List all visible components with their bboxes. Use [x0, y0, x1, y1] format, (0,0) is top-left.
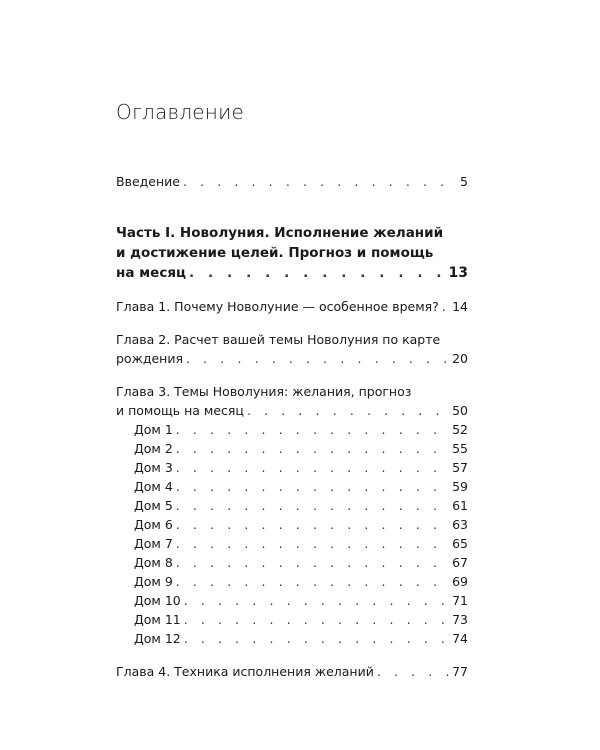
- toc-page-number: 5: [460, 174, 468, 189]
- toc-page-number: 74: [452, 631, 468, 646]
- part-title-line-1: Часть I. Новолуния. Исполнение желаний: [116, 225, 444, 241]
- toc-entry-label: Дом 5: [134, 498, 173, 513]
- toc-entry-house[interactable]: [116, 534, 468, 553]
- dot-leader: [176, 515, 449, 534]
- toc-entry-label: Дом 11: [134, 612, 181, 627]
- house-list: [116, 420, 468, 648]
- toc-entry-house[interactable]: [116, 439, 468, 458]
- toc-page-number: 77: [452, 664, 468, 679]
- toc-entry-label-line-2: и помощь на месяц: [116, 403, 244, 418]
- dot-leader: [176, 439, 449, 458]
- toc-entry-label: Дом 9: [134, 574, 173, 589]
- dot-leader: [176, 553, 449, 572]
- toc-entry-house[interactable]: [116, 572, 468, 591]
- toc-entry-label-line-1: Глава 3. Темы Новолуния: желания, прогноз: [116, 384, 412, 399]
- toc-entry-house[interactable]: [116, 629, 468, 648]
- dot-leader: [186, 349, 449, 368]
- dot-leader: [176, 534, 449, 553]
- toc-page-number: 71: [452, 593, 468, 608]
- toc-page-number: 67: [452, 555, 468, 570]
- toc-page-number: 14: [452, 299, 468, 314]
- dot-leader: [176, 420, 449, 439]
- toc-entry-house[interactable]: [116, 553, 468, 572]
- part-title-line-2: и достижение целей. Прогноз и помощь: [116, 245, 434, 261]
- toc-page-number: 57: [452, 460, 468, 475]
- toc-entry-label: Дом 1: [134, 422, 173, 437]
- toc-page-number: 50: [452, 403, 468, 418]
- toc-entry-chapter-3[interactable]: [116, 382, 468, 420]
- toc-page-number: 69: [452, 574, 468, 589]
- toc-page-number: 63: [452, 517, 468, 532]
- toc-entry-chapter-1[interactable]: [116, 297, 468, 316]
- toc-page-number: 65: [452, 536, 468, 551]
- dot-leader: [189, 263, 446, 283]
- toc-entry-label: Дом 2: [134, 441, 173, 456]
- toc-entry-label: Дом 10: [134, 593, 181, 608]
- toc-entry-label: Дом 6: [134, 517, 173, 532]
- toc-page-number: 59: [452, 479, 468, 494]
- toc-page-number: 61: [452, 498, 468, 513]
- toc-entry-house[interactable]: [116, 591, 468, 610]
- table-of-contents: [116, 172, 468, 681]
- dot-leader: [176, 572, 449, 591]
- toc-entry-house[interactable]: [116, 420, 468, 439]
- toc-entry-house[interactable]: [116, 477, 468, 496]
- toc-entry-intro[interactable]: [116, 172, 468, 191]
- toc-entry-label: Глава 1. Почему Новолуние — особенное время?: [116, 299, 439, 314]
- dot-leader: [247, 401, 449, 420]
- toc-entry-label: Дом 4: [134, 479, 173, 494]
- dot-leader: [176, 458, 449, 477]
- toc-entry-chapter-2[interactable]: [116, 330, 468, 368]
- dot-leader: [183, 172, 457, 191]
- toc-entry-part-1[interactable]: [116, 223, 468, 283]
- toc-entry-label: Введение: [116, 174, 180, 189]
- toc-entry-label-line-2: рождения: [116, 351, 183, 366]
- toc-entry-label: Дом 8: [134, 555, 173, 570]
- toc-page-number: 52: [452, 422, 468, 437]
- dot-leader: [176, 477, 449, 496]
- toc-page-number: 13: [448, 265, 468, 281]
- toc-page-number: 73: [452, 612, 468, 627]
- toc-entry-label: Дом 3: [134, 460, 173, 475]
- dot-leader: [442, 297, 449, 316]
- page-title: Оглавление: [116, 100, 244, 124]
- part-title-line-3: на месяц: [116, 265, 187, 281]
- dot-leader: [184, 591, 449, 610]
- toc-entry-label-line-1: Глава 2. Расчет вашей темы Новолуния по карте: [116, 332, 441, 347]
- toc-entry-house[interactable]: [116, 458, 468, 477]
- toc-entry-label: Дом 12: [134, 631, 181, 646]
- dot-leader: [184, 610, 449, 629]
- toc-entry-chapter-4[interactable]: [116, 662, 468, 681]
- toc-entry-house[interactable]: [116, 515, 468, 534]
- toc-page-number: 55: [452, 441, 468, 456]
- dot-leader: [176, 496, 449, 515]
- toc-entry-house[interactable]: [116, 610, 468, 629]
- toc-entry-label: Дом 7: [134, 536, 173, 551]
- toc-entry-house[interactable]: [116, 496, 468, 515]
- toc-page-number: 20: [452, 351, 468, 366]
- dot-leader: [184, 629, 449, 648]
- dot-leader: [377, 662, 449, 681]
- toc-entry-label: Глава 4. Техника исполнения желаний: [116, 664, 374, 679]
